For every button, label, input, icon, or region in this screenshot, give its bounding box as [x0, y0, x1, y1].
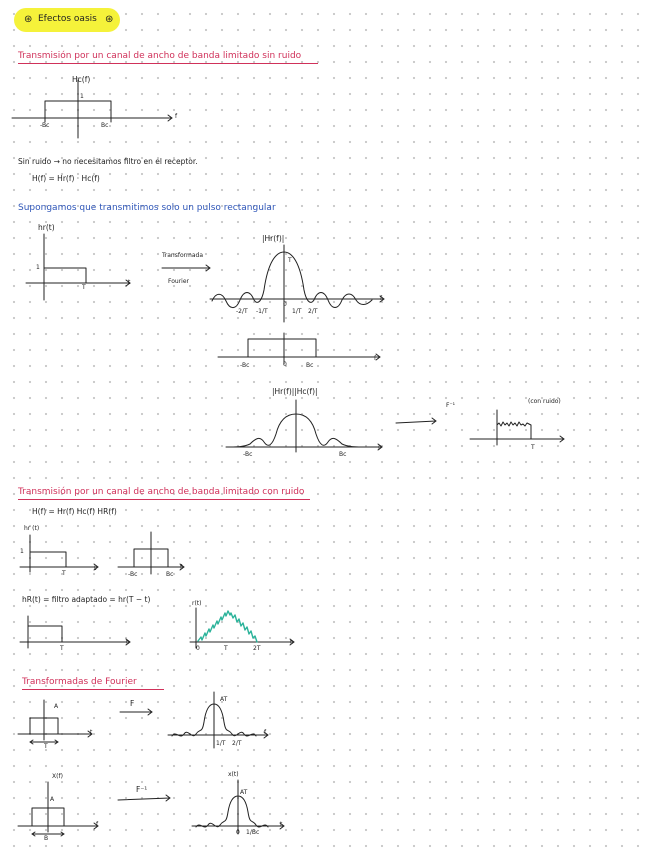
tick-2T-rt: 2T — [253, 645, 261, 652]
hr-t-label: hr(t) — [38, 223, 55, 232]
tick-T-pulse: T — [44, 743, 48, 750]
tick-bc-rect: Bc — [306, 362, 314, 369]
sinc-plot-5 — [192, 780, 284, 834]
tick-bc-s1: Bc — [101, 122, 109, 129]
tick-zero-rt: 0 — [196, 645, 200, 652]
axis-label-f-s3: f — [180, 564, 183, 571]
no-noise-line: Sin ruido → no necesitamos filtro en el receptor. — [18, 157, 198, 166]
fourier-arrow — [120, 709, 152, 715]
tick-2-over-T-s4: 2/T — [232, 740, 242, 747]
r-t-label: r(t) — [192, 600, 202, 607]
tick-bc-product: Bc — [339, 451, 347, 458]
section-heading-1: Transmisión por un canal de ancho de banda limitado sin ruido — [18, 51, 302, 61]
tick-one-s2: 1 — [36, 264, 40, 271]
section-heading-3: Transmisión por un canal de ancho de banda limitado con ruido — [18, 487, 305, 497]
hc-label: Hc(f) — [72, 75, 91, 84]
product-plot — [226, 400, 382, 452]
hr-t-label-2: hr (t) — [24, 525, 40, 532]
tick-2-over-T: 2/T — [308, 308, 318, 315]
with-noise-label: (con ruido) — [528, 398, 561, 405]
tick-minus-bc-s3: -Bc — [128, 571, 138, 578]
axis-label-t-rt: t — [290, 639, 293, 646]
sinc-plot — [210, 245, 384, 322]
tick-minus-bc-rect: -Bc — [240, 362, 250, 369]
hr-pulse-plot-2 — [20, 535, 98, 572]
tick-minus-2-over-T: -2/T — [236, 308, 248, 315]
axis-label-f-sinc: f — [380, 295, 383, 302]
section-heading-4: Transformadas de Fourier — [22, 677, 137, 687]
tick-zero-s4: 0 — [236, 829, 240, 836]
hR-equation: hR(t) = filtro adaptado = hr(T − t) — [22, 595, 151, 604]
abs-hr-label: |Hr(f)| — [262, 234, 285, 243]
tick-T-noisy: T — [531, 444, 535, 451]
amp-A-rect: A — [50, 796, 55, 803]
tick-bc-s3: Bc — [166, 571, 174, 578]
tick-minus-1-over-T: -1/T — [256, 308, 268, 315]
rect-pulse-plot-4 — [18, 700, 92, 744]
rt-triangle-plot — [190, 608, 294, 648]
amp-AT: AT — [220, 696, 228, 703]
axis-label-f-rect2: f — [96, 821, 99, 828]
axis-label-f-s1: f — [175, 113, 178, 120]
amp-AT-2: AT — [240, 789, 248, 796]
axis-label-f-s4: f — [264, 729, 267, 736]
tick-one-s1: 1 — [80, 93, 84, 100]
amp-A-pulse: A — [54, 703, 59, 710]
axis-label-f-product: f — [378, 445, 381, 452]
axis-label-t-s3: t — [94, 565, 97, 572]
hf-equation-2: H(f) = Hr(f) Hc(f) HR(f) — [32, 507, 117, 516]
tick-T-hR: T — [60, 645, 64, 652]
tick-zero-rect: 0 — [283, 361, 287, 368]
tick-T-s2: T — [82, 284, 86, 291]
axis-label-t-hR: t — [126, 639, 129, 646]
inverse-fourier-operator: F⁻¹ — [136, 785, 148, 794]
tick-minus-bc-product: -Bc — [243, 451, 253, 458]
tick-T-sinc: T — [288, 257, 292, 264]
sinc-plot-4 — [168, 692, 268, 748]
bandwidth-B: B — [44, 835, 49, 842]
page-title: Efectos oasis — [38, 14, 97, 24]
to-time-arrow — [396, 418, 436, 424]
x-t-label: x(t) — [228, 771, 239, 778]
gear-icon-right: ⊛ — [105, 14, 114, 25]
transform-arrow — [162, 265, 210, 271]
fourier-operator: F — [130, 699, 135, 708]
tick-one-s3: 1 — [20, 548, 24, 555]
axis-label-f-rect: f — [374, 355, 377, 362]
section-heading-2: Supongamos que transmitimos solo un pulso rectangular — [18, 203, 276, 213]
hc-rect-plot-2 — [218, 333, 380, 364]
fourier-word: Fourier — [168, 278, 190, 285]
tick-zero-sinc: 0 — [283, 301, 287, 308]
inverse-fourier-arrow — [118, 795, 170, 801]
tick-1-over-T: 1/T — [292, 308, 302, 315]
tick-T-rt: T — [224, 645, 228, 652]
hR-pulse-plot — [20, 616, 130, 648]
inverse-fourier-label: F⁻¹ — [446, 402, 456, 409]
tick-minus-bc-s1: -Bc — [40, 122, 50, 129]
axis-label-t-s4: t — [280, 821, 283, 828]
noisy-pulse-plot — [470, 410, 564, 445]
transform-word: Transformada — [162, 252, 204, 259]
gear-icon-left: ⊛ — [24, 14, 33, 25]
tick-T-s3: T — [62, 570, 66, 577]
abs-hr-hc-label: |Hr(f)||Hc(f)| — [272, 387, 318, 396]
axis-label-t-pulse: t — [90, 729, 93, 736]
x-f-label: X(f) — [52, 773, 63, 780]
hc-rect-plot — [12, 80, 172, 138]
tick-1-over-Bc: 1/Bc — [246, 829, 260, 836]
hc-rect-plot-3 — [118, 532, 184, 574]
hr-pulse-plot — [26, 234, 130, 300]
tick-1-over-T-s4: 1/T — [216, 740, 226, 747]
rect-spectrum-plot — [18, 782, 98, 836]
axis-label-t-s2: t — [128, 279, 131, 286]
hf-equation: H(f) = Hr(f) · Hc(f) — [32, 174, 100, 183]
